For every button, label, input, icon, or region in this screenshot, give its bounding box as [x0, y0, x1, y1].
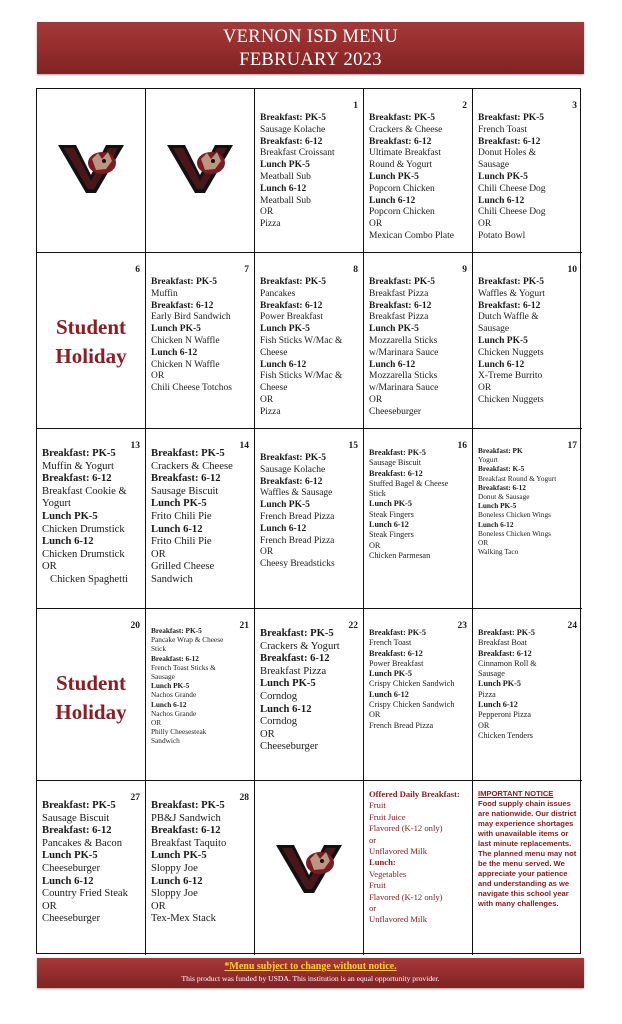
menu-item: Nachos Grande [151, 708, 197, 718]
menu-item: Chicken N Waffle [151, 335, 220, 346]
menu-item: Breakfast Pizza [369, 312, 429, 323]
menu-item: Breakfast Croissant [260, 148, 335, 159]
offered-item: Fruit [369, 880, 386, 891]
menu-month: FEBRUARY 2023 [239, 50, 382, 70]
menu-item: Sausage Biscuit [151, 485, 219, 497]
menu-item: Breakfast Round & Yogurt [478, 473, 557, 483]
meal-heading: Lunch PK-5 [478, 171, 528, 182]
menu-item: Mexican Combo Plate [369, 230, 454, 241]
logo-cell [146, 89, 255, 253]
meal-heading: Lunch PK-5 [369, 324, 419, 335]
menu-item: Pizza [260, 219, 281, 230]
offered-item: Flavored (K-12 only) [369, 891, 443, 902]
meal-heading: Breakfast: PK-5 [260, 628, 334, 639]
meal-heading: Breakfast: 6-12 [478, 136, 541, 147]
day-cell [37, 429, 146, 609]
meal-heading: Lunch 6-12 [369, 520, 409, 530]
menu-item: Dutch Waffle & [478, 312, 539, 323]
meal-heading: Lunch PK-5 [478, 679, 521, 689]
day-cell [255, 609, 364, 781]
meal-heading: Breakfast: 6-12 [151, 473, 221, 485]
menu-item: Power Breakfast [260, 312, 324, 323]
menu-item: Breakfast Pizza [260, 665, 327, 677]
menu-item: Corndog [260, 690, 298, 702]
day-number: 10 [567, 265, 577, 275]
day-number: 23 [457, 621, 467, 631]
menu-item: PB&J Sandwich [151, 812, 221, 824]
menu-item: OR [369, 394, 383, 405]
meal-heading: Lunch PK-5 [260, 500, 310, 511]
menu-item: Corndog [260, 716, 298, 728]
offered-item: Fruit [369, 800, 386, 811]
day-number: 16 [457, 441, 467, 451]
meal-heading: Breakfast: 6-12 [260, 653, 330, 665]
menu-item: Cheeseburger [260, 741, 319, 753]
menu-item: Power Breakfast [369, 658, 424, 668]
menu-item: Pancake Wrap & Cheese [151, 635, 224, 645]
meal-heading: Lunch PK-5 [478, 501, 517, 511]
menu-item: Chili Cheese Totchos [151, 383, 232, 394]
day-menu [151, 800, 251, 926]
day-number: 3 [572, 101, 577, 111]
menu-item: Chicken Nuggets [478, 347, 544, 358]
menu-item: Sausage [478, 669, 505, 679]
menu-item: Cheeseburger [42, 913, 101, 925]
menu-item: X-Treme Burrito [478, 371, 543, 382]
meal-heading: Breakfast: PK-5 [478, 277, 545, 287]
menu-item: OR [478, 720, 490, 730]
meal-heading: Lunch 6-12 [478, 519, 514, 529]
meal-heading: Breakfast: 6-12 [478, 482, 526, 492]
day-cell [37, 781, 146, 955]
meal-heading: Lunch PK-5 [260, 160, 310, 171]
menu-item: Stick [369, 489, 386, 499]
offered-item: Unflavored Milk [369, 846, 427, 857]
meal-heading: Lunch PK-5 [260, 324, 310, 335]
meal-heading: Breakfast: PK-5 [42, 448, 116, 459]
meal-heading: Breakfast: 6-12 [478, 300, 541, 311]
meal-heading: Breakfast: 6-12 [260, 300, 323, 311]
menu-item: Sausage [478, 324, 510, 335]
day-menu [151, 626, 251, 746]
day-menu [478, 628, 579, 741]
important-notice [478, 789, 579, 909]
menu-item: OR [151, 900, 166, 912]
holiday-label: Student Holiday [55, 315, 127, 368]
menu-item: Ultimate Breakfast [369, 148, 442, 159]
menu-item: Chicken Drumstick [42, 548, 125, 560]
menu-item: OR [260, 394, 274, 405]
menu-item: Chicken Tenders [478, 730, 533, 740]
menu-item: w/Marinara Sauce [369, 347, 439, 358]
meal-heading: Breakfast: 6-12 [42, 825, 112, 837]
day-cell [364, 609, 473, 781]
menu-item: Meatball Sub [260, 195, 311, 206]
meal-heading: Lunch 6-12 [369, 195, 416, 206]
meal-heading: Lunch 6-12 [369, 359, 416, 370]
vernon-logo-icon [56, 139, 126, 195]
meal-heading: Lunch 6-12 [151, 875, 203, 887]
meal-heading: Lunch 6-12 [151, 347, 198, 358]
menu-item: French Bread Pizza [260, 535, 335, 546]
meal-heading: Breakfast: 6-12 [369, 300, 432, 311]
usda-statement: This product was funded by USDA. This institution is an equal opportunity provider. [181, 974, 440, 983]
menu-item: Chili Cheese Dog [478, 207, 546, 218]
meal-heading: Lunch 6-12 [42, 875, 94, 887]
meal-heading: Breakfast: 6-12 [151, 653, 199, 663]
meal-heading: Lunch 6-12 [151, 523, 203, 535]
meal-heading: Lunch PK-5 [42, 850, 98, 862]
meal-heading: Lunch PK-5 [478, 335, 528, 346]
day-number: 13 [130, 441, 140, 451]
day-cell [146, 781, 255, 955]
day-number: 21 [239, 621, 249, 631]
meal-heading: Breakfast: PK-5 [151, 277, 218, 287]
menu-item: Early Bird Sandwich [151, 312, 231, 323]
meal-heading: Lunch PK-5 [369, 669, 412, 679]
menu-item: w/Marinara Sauce [369, 383, 439, 394]
meal-heading: Breakfast: PK-5 [478, 113, 545, 123]
day-menu [478, 277, 579, 407]
menu-item: French Toast [478, 124, 528, 135]
notice-body: Food supply chain issues are nationwide. Our district may experience shortages with unavailable items or last minute replacements. The planned menu may not be the menu served. We appreciate your patience and understanding as we navigate this school year with many challenges. [478, 799, 577, 908]
menu-item: Breakfast Pizza [369, 288, 429, 299]
meal-heading: Breakfast: PK-5 [369, 628, 426, 637]
logo-cell [37, 89, 146, 253]
day-number: 17 [567, 441, 577, 451]
menu-item: OR [478, 538, 489, 548]
menu-item: Cheesy Breadsticks [260, 559, 335, 570]
menu-item: Breakfast Cookie & [42, 485, 127, 497]
meal-heading: Lunch 6-12 [260, 703, 312, 715]
menu-item: Crackers & Yogurt [260, 640, 340, 652]
day-cell [473, 609, 582, 781]
day-number: 6 [135, 265, 140, 275]
offered-item: or [369, 834, 377, 845]
menu-item: Cheeseburger [369, 406, 422, 417]
menu-item: Cinnamon Roll & [478, 658, 537, 668]
meal-heading: Breakfast: PK-5 [478, 628, 535, 637]
meal-heading: Breakfast: 6-12 [260, 476, 323, 487]
day-cell [473, 89, 582, 253]
meal-heading: Lunch 6-12 [42, 536, 94, 548]
menu-item: French Bread Pizza [260, 511, 335, 522]
day-number: 22 [348, 621, 358, 631]
day-number: 27 [130, 793, 140, 803]
menu-item: Breakfast Boat [478, 638, 527, 648]
meal-heading: Lunch 6-12 [260, 523, 307, 534]
vernon-logo-icon [274, 839, 344, 895]
day-cell [364, 429, 473, 609]
day-cell [364, 89, 473, 253]
day-number: 15 [348, 441, 358, 451]
meal-heading: Lunch PK-5 [42, 510, 98, 522]
meal-heading: Breakfast: 6-12 [369, 648, 423, 658]
day-number: 9 [462, 265, 467, 275]
menu-item: Boneless Chicken Wings [478, 528, 551, 538]
offered-item: Fruit Juice [369, 811, 406, 822]
menu-item: Chicken Parmesan [369, 550, 431, 560]
menu-item: Mozzarella Sticks [369, 335, 438, 346]
menu-item: OR [369, 540, 381, 550]
menu-item: Pepperoni Pizza [478, 710, 531, 720]
meal-heading: Lunch PK-5 [151, 850, 207, 862]
menu-item: French Toast Sticks & [151, 662, 216, 672]
menu-item: OR [151, 548, 166, 560]
day-menu [369, 113, 469, 243]
meal-heading: Lunch PK-5 [369, 499, 412, 509]
menu-item: Chicken Nuggets [478, 394, 544, 405]
meal-heading: Breakfast: 6-12 [42, 473, 112, 485]
day-number: 7 [244, 265, 249, 275]
menu-item: Philly Cheesesteak [151, 727, 207, 737]
menu-item: Chicken Drumstick [42, 523, 125, 535]
day-cell [364, 253, 473, 429]
meal-heading: Lunch PK-5 [151, 498, 207, 510]
menu-item: Donut & Sausage [478, 492, 530, 502]
change-notice: *Menu subject to change without notice. [224, 961, 397, 972]
meal-heading: Breakfast: PK-5 [151, 626, 202, 635]
menu-item: OR [478, 383, 492, 394]
meal-heading: Breakfast: PK-5 [260, 277, 327, 287]
holiday-cell [37, 253, 146, 429]
day-menu [478, 113, 579, 243]
menu-item: Pizza [260, 406, 281, 417]
day-menu [151, 277, 251, 395]
meal-heading: Breakfast: 6-12 [478, 648, 532, 658]
menu-item: OR [42, 900, 57, 912]
day-menu [369, 628, 469, 731]
day-cell [146, 429, 255, 609]
day-number: 14 [239, 441, 249, 451]
menu-item: Sausage Kolache [260, 464, 326, 475]
meal-heading: Breakfast: 6-12 [260, 136, 323, 147]
menu-item: Frito Chili Pie [151, 536, 212, 548]
menu-item: Pancakes [260, 288, 296, 299]
menu-item: Sausage Kolache [260, 124, 326, 135]
meal-heading: Breakfast: 6-12 [151, 825, 221, 837]
menu-item: Yogurt [478, 455, 498, 465]
meal-heading: Breakfast: PK-5 [260, 113, 327, 123]
header-banner [37, 22, 584, 74]
meal-heading: Lunch 6-12 [478, 700, 518, 710]
meal-heading: Breakfast: 6-12 [369, 468, 423, 478]
menu-item: Country Fried Steak [42, 888, 128, 900]
meal-heading: Lunch 6-12 [369, 689, 409, 699]
menu-item: Meatball Sub [260, 171, 311, 182]
menu-item: Round & Yogurt [369, 160, 433, 171]
day-cell [255, 253, 364, 429]
menu-item: Steak Fingers [369, 509, 414, 519]
day-cell [146, 253, 255, 429]
offered-item: or [369, 903, 377, 914]
notice-heading: IMPORTANT NOTICE [478, 789, 554, 798]
menu-item: Crackers & Cheese [151, 460, 233, 472]
menu-item: Grilled Cheese [151, 561, 215, 573]
meal-heading: Lunch PK-5 [151, 324, 201, 335]
menu-item: Pancakes & Bacon [42, 837, 123, 849]
menu-item: Chicken Spaghetti [50, 573, 128, 585]
day-menu [369, 448, 469, 561]
menu-item: Frito Chili Pie [151, 510, 212, 522]
meal-heading: Breakfast: PK-5 [260, 453, 327, 463]
menu-item: Popcorn Chicken [369, 183, 435, 194]
menu-item: Cheese [260, 383, 288, 394]
day-menu [151, 448, 251, 587]
meal-heading: Lunch 6-12 [260, 183, 307, 194]
offered-item: Vegetables [369, 868, 407, 879]
menu-item: Stick [151, 644, 166, 654]
menu-item: French Toast [369, 638, 412, 648]
meal-heading: Lunch 6-12 [151, 699, 187, 709]
menu-item: Waffles & Sausage [260, 488, 333, 499]
menu-item: OR [151, 371, 165, 382]
day-menu [260, 628, 360, 754]
menu-item: Crispy Chicken Sandwich [369, 700, 455, 710]
menu-item: Donut Holes & [478, 148, 537, 159]
day-menu [42, 800, 142, 926]
menu-item: OR [369, 710, 381, 720]
menu-item: Crackers & Cheese [369, 124, 443, 135]
menu-item: Walking Taco [478, 547, 519, 557]
day-cell [255, 429, 364, 609]
menu-item: Pizza [478, 689, 496, 699]
menu-item: Sandwich [151, 573, 193, 585]
menu-item: Sausage [478, 160, 510, 171]
day-menu [478, 446, 579, 556]
meal-heading: Breakfast: PK-5 [369, 277, 436, 287]
offered-item: Unflavored Milk [369, 914, 427, 925]
menu-item: Nachos Grande [151, 690, 197, 700]
menu-item: Chicken N Waffle [151, 359, 220, 370]
day-menu [42, 448, 142, 587]
menu-item: Potato Bowl [478, 230, 526, 241]
meal-heading: Breakfast: 6-12 [151, 300, 214, 311]
day-cell [473, 429, 582, 609]
menu-item: Sausage Biscuit [42, 812, 110, 824]
menu-item: OR [478, 219, 492, 230]
menu-item: OR [369, 219, 383, 230]
menu-item: Fish Sticks W/Mac & [260, 335, 343, 346]
menu-item: Sandwich [151, 736, 180, 746]
offered-heading: Offered Daily Breakfast: [369, 789, 460, 799]
day-cell [255, 89, 364, 253]
day-number: 2 [462, 101, 467, 111]
day-cell [473, 253, 582, 429]
important-notice-cell [473, 781, 582, 955]
menu-item: Boneless Chicken Wings [478, 510, 551, 520]
day-number: 1 [353, 101, 358, 111]
holiday-cell [37, 609, 146, 781]
day-number: 20 [130, 621, 140, 631]
meal-heading: Lunch 6-12 [478, 359, 525, 370]
day-cell [146, 609, 255, 781]
menu-item: Sausage [151, 672, 175, 682]
menu-item: French Bread Pizza [369, 720, 434, 730]
menu-item: Breakfast Taquito [151, 837, 227, 849]
menu-item: Muffin [151, 288, 178, 299]
menu-item: Mozzarella Sticks [369, 371, 438, 382]
menu-item: Yogurt [42, 498, 71, 510]
menu-item: Cheeseburger [42, 862, 101, 874]
menu-item: OR [42, 561, 57, 573]
meal-heading: Breakfast: K-5 [478, 464, 525, 474]
holiday-label: Student Holiday [55, 671, 127, 724]
meal-heading: Breakfast: PK-5 [369, 448, 426, 457]
menu-item: Fish Sticks W/Mac & [260, 371, 343, 382]
day-menu [260, 453, 360, 571]
menu-item: Popcorn Chicken [369, 207, 435, 218]
meal-heading: Lunch 6-12 [260, 359, 307, 370]
menu-item: Muffin & Yogurt [42, 460, 114, 472]
menu-title: VERNON ISD MENU [222, 27, 399, 47]
meal-heading: Breakfast: PK-5 [369, 113, 436, 123]
day-number: 8 [353, 265, 358, 275]
menu-item: Sloppy Joe [151, 862, 198, 874]
meal-heading: Breakfast: PK [478, 446, 523, 455]
offered-daily-list [369, 789, 469, 926]
vernon-logo-icon [165, 139, 235, 195]
menu-item: Tex-Mex Stack [151, 913, 216, 925]
meal-heading: Breakfast: PK-5 [42, 800, 116, 811]
menu-item: Sausage Biscuit [369, 458, 422, 468]
meal-heading: Breakfast: PK-5 [151, 448, 225, 459]
menu-item: Sloppy Joe [151, 888, 198, 900]
offered-daily-cell [364, 781, 473, 955]
day-number: 24 [567, 621, 577, 631]
menu-item: OR [260, 728, 275, 740]
offered-item: Flavored (K-12 only) [369, 823, 443, 834]
menu-item: Stuffed Bagel & Cheese [369, 478, 449, 488]
logo-cell [255, 781, 364, 955]
meal-heading: Breakfast: PK-5 [151, 800, 225, 811]
menu-item: Steak Fingers [369, 530, 414, 540]
menu-item: Chili Cheese Dog [478, 183, 546, 194]
footer-banner [37, 958, 584, 988]
meal-heading: Lunch PK-5 [260, 678, 316, 690]
meal-heading: Lunch 6-12 [478, 195, 525, 206]
meal-heading: Lunch PK-5 [369, 171, 419, 182]
meal-heading: Lunch PK-5 [151, 681, 190, 691]
offered-heading: Lunch: [369, 857, 396, 868]
menu-item: OR [151, 718, 162, 728]
meal-heading: Breakfast: 6-12 [369, 136, 432, 147]
menu-item: OR [260, 547, 274, 558]
day-number: 28 [239, 793, 249, 803]
menu-item: Cheese [260, 347, 288, 358]
day-menu [260, 277, 360, 419]
calendar-grid [36, 88, 581, 954]
day-menu [369, 277, 469, 419]
menu-item: OR [260, 207, 274, 218]
menu-item: Waffles & Yogurt [478, 288, 545, 299]
menu-item: Crispy Chicken Sandwich [369, 679, 455, 689]
day-menu [260, 113, 360, 231]
